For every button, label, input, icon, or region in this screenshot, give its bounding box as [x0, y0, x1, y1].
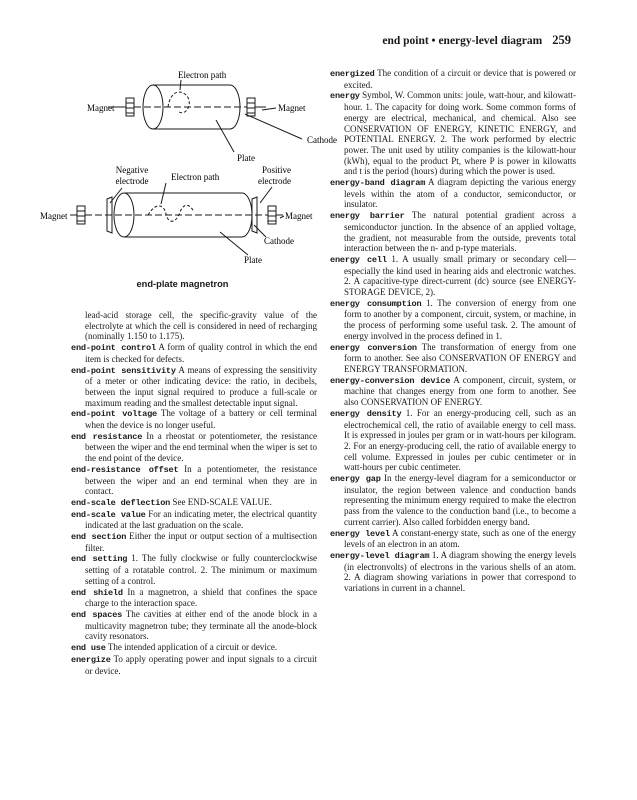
entry-energized — [330, 68, 576, 90]
entry-text: 1. A usually small primary or secondary cell—especially the kind used in hearing aids and electronic watches. 2. A capacitive-type direct-current (dc) source (see ENERGY-STORAGE DEVICE, 2). — [344, 253, 577, 298]
entry-headword: end-point voltage — [71, 409, 158, 420]
right-column — [330, 68, 576, 594]
entry-text: Symbol, W. Common units: joule, watt-hour, and kilowatt-hour. 1. The capacity for doing work. Some common forms of energy are electrical, mechanical, and chemical. Also see CONSERVATION OF ENERGY, KINETIC ENERGY, and POTENTIAL ENERGY. 2. The work performed by electric power. The unit used by utility companies is the kilowatt-hour (kWh), equal to the product Pt, where P is power in kilowatts and t is the period (hours) during which the power is used. — [344, 90, 576, 177]
label-electron-path-top: Electron path — [178, 70, 227, 80]
entry-end-scale-value — [71, 509, 317, 531]
entry-energy-band-diagram — [330, 177, 576, 210]
entry-energize — [71, 654, 317, 676]
entry-headword: end-scale deflection — [71, 497, 171, 508]
entry-headword: end spaces — [71, 609, 123, 620]
entry-headword: end-point control — [71, 343, 156, 354]
entry-headword: energy — [330, 91, 360, 102]
entry-energy-conversion-device — [330, 375, 576, 408]
entry-text: 1. A diagram showing the energy levels (in electronvolts) of electrons in the various shells of an atom. 2. A diagram showing variations in power that correspond to variations in current in a channel. — [344, 549, 576, 594]
label-magnet-right-bottom: Magnet — [285, 211, 313, 221]
running-head — [382, 33, 571, 48]
entry-text: See END-SCALE VALUE. — [172, 496, 272, 507]
entry-end-point-voltage — [71, 408, 317, 430]
entry-text: The natural potential gradient across a semiconductor junction. In the absence of an applied voltage, the gradient, not measurable from the outside, prevents total interaction between the n- and p-type materials. — [344, 210, 576, 254]
entry-text: A means of expressing the sensitivity of a meter or other indicating device: the ratio, in decibels, between the input signal required to produce a full-scale or maximum reading and the smallest detectable input signal. — [85, 364, 317, 408]
end-plate-magnetron-figure — [40, 62, 337, 300]
entry-text: A diagram depicting the various energy levels within the atom of a conductor, semiconductor, or insulator. — [344, 177, 577, 210]
entry-end-point-sensitivity — [71, 365, 317, 409]
entry-text: In a potentiometer, the resistance between the wiper and an end terminal when they are in contact. — [85, 463, 317, 497]
entry-end-spaces — [71, 609, 317, 642]
entry-text: 1. The conversion of energy from one form to another by a component, circuit, system, or machine, in the process of performing some useful task. 2. The amount of energy involved in the process defined in 1. — [344, 297, 576, 341]
entry-energy — [330, 90, 576, 177]
entry-headword: energy conversion — [330, 342, 417, 353]
entry-headword: end shield — [71, 587, 123, 598]
entry-text: A constant-energy state, such as one of the energy levels of an electron in an atom. — [344, 527, 576, 550]
entry-end-scale-deflection — [71, 497, 317, 509]
entry-energy-cell — [330, 254, 576, 298]
label-cathode-top: Cathode — [307, 135, 337, 145]
running-head-title: end point • energy-level diagram — [382, 35, 543, 47]
entry-headword: energy-level diagram — [330, 550, 430, 561]
entry-headword: energize — [71, 654, 111, 665]
entry-headword: energy cell — [330, 254, 387, 265]
entry-energy-conversion — [330, 342, 576, 375]
entry-text: For an indicating meter, the electrical quantity indicated at the last graduation on the scale. — [85, 508, 318, 531]
label-cathode-bottom: Cathode — [264, 236, 294, 246]
left-column — [71, 310, 317, 676]
entry-text: 1. The fully clockwise or fully counterclockwise setting of a rotatable control. 2. The minimum or maximum setting of a control. — [85, 553, 317, 586]
entry-text: lead-acid storage cell, the specific-gravity value of the electrolyte at which the cell is considered in need of recharging (nominally 1.150 to 1.175). — [85, 310, 317, 342]
entry-headword: energy barrier — [330, 211, 405, 222]
entry-end-point-control — [71, 342, 317, 364]
entry-headword: end-point sensitivity — [71, 365, 176, 376]
label-plate-bottom: Plate — [244, 255, 262, 265]
entry-end-section — [71, 531, 317, 553]
magnetron-top-shape — [108, 80, 302, 152]
entry-headword: energy-conversion device — [330, 375, 451, 386]
label-magnet-right-top: Magnet — [278, 103, 306, 113]
entry-text: 1. For an energy-producing cell, such as an electrochemical cell, the ratio of available energy to cell mass. It is expressed in joules per gram or in watt-hours per kilogram. 2. For an energy-producing cell, the ratio of available energy to cell volume. Expressed in joules per cubic centimeter or in watt-hours per cubic centimeter. — [344, 407, 576, 473]
entry-text: The transformation of energy from one form to another. See also CONSERVATION OF ENERGY and ENERGY TRANSFORMATION. — [344, 341, 576, 374]
entry-text: The cavities at either end of the anode block in a multicavity magnetron tube; they terminate all the anode-block cavity resonators. — [85, 608, 317, 642]
entry-text: A component, circuit, system, or machine that changes energy from one form to another. See also CONSERVATION OF ENERGY. — [344, 374, 576, 408]
entry-headword: energy consumption — [330, 298, 422, 309]
magnetron-bottom-shape — [70, 183, 284, 255]
page-number: 259 — [552, 33, 571, 47]
label-magnet-left-bottom: Magnet — [40, 211, 68, 221]
label-magnet-left-top: Magnet — [87, 103, 115, 113]
entry-text: The condition of a circuit or device that is powered or excited. — [344, 68, 576, 90]
entry-end-use — [71, 642, 317, 654]
entry-end-resistance-offset — [71, 464, 317, 497]
label-electron-path-bottom: Electron path — [171, 172, 220, 182]
entry-text: Either the input or output section of a multisection filter. — [85, 531, 318, 553]
label-plate-top: Plate — [237, 153, 255, 163]
entry-text: To apply operating power and input signals to a circuit or device. — [85, 653, 317, 676]
entry-text: The voltage of a battery or cell terminal when the device is no longer useful. — [85, 408, 317, 431]
entry-text: In the energy-level diagram for a semiconductor or insulator, the region between valence and conduction bands representing the minimum energy required to make the electron pass from the valence to the conduction band (i.e., to become a current carrier). Also called forbidden energy band. — [344, 473, 577, 527]
entry-headword: energy gap — [330, 474, 381, 485]
figure-caption: end-plate magnetron — [136, 279, 229, 289]
entry-end-setting — [71, 553, 317, 586]
entry-headword: end section — [71, 532, 127, 543]
entry-headword: end setting — [71, 554, 128, 565]
entry-energy-level — [330, 528, 576, 550]
entry-energy-density — [330, 408, 576, 473]
label-negative-electrode: electrode — [115, 176, 149, 186]
label-positive: Positive — [262, 165, 292, 175]
entry-text: In a rheostat or potentiometer, the resistance between the wiper and the end terminal when the wiper is set to the end point of the device. — [85, 430, 317, 464]
entry-headword: energized — [330, 69, 375, 79]
label-positive-electrode: electrode — [258, 176, 291, 186]
entry-headword: end-resistance offset — [71, 464, 179, 475]
entry-text: A form of quality control in which the end item is checked for defects. — [85, 342, 318, 364]
entry-energy-barrier — [330, 210, 576, 254]
entry-energy-level-diagram — [330, 550, 576, 594]
entry-headword: end use — [71, 643, 106, 654]
entry-end-resistance — [71, 431, 317, 464]
entry-text: In a magnetron, a shield that confines the space charge to the interaction space. — [85, 586, 318, 609]
label-negative: Negative — [115, 165, 149, 175]
entry-energy-consumption — [330, 298, 576, 342]
entry-headword: end resistance — [71, 431, 143, 442]
entry-headword: energy level — [330, 528, 390, 539]
entry-text: The intended application of a circuit or device. — [107, 642, 278, 653]
entry-headword: end-scale value — [71, 509, 146, 520]
entry-headword: energy-band diagram — [330, 178, 426, 189]
entry-energy-gap — [330, 473, 576, 528]
entry-end-shield — [71, 587, 317, 609]
magnetron-diagram — [40, 62, 337, 277]
entry-continuation — [71, 310, 317, 342]
entry-headword: energy density — [330, 408, 402, 419]
